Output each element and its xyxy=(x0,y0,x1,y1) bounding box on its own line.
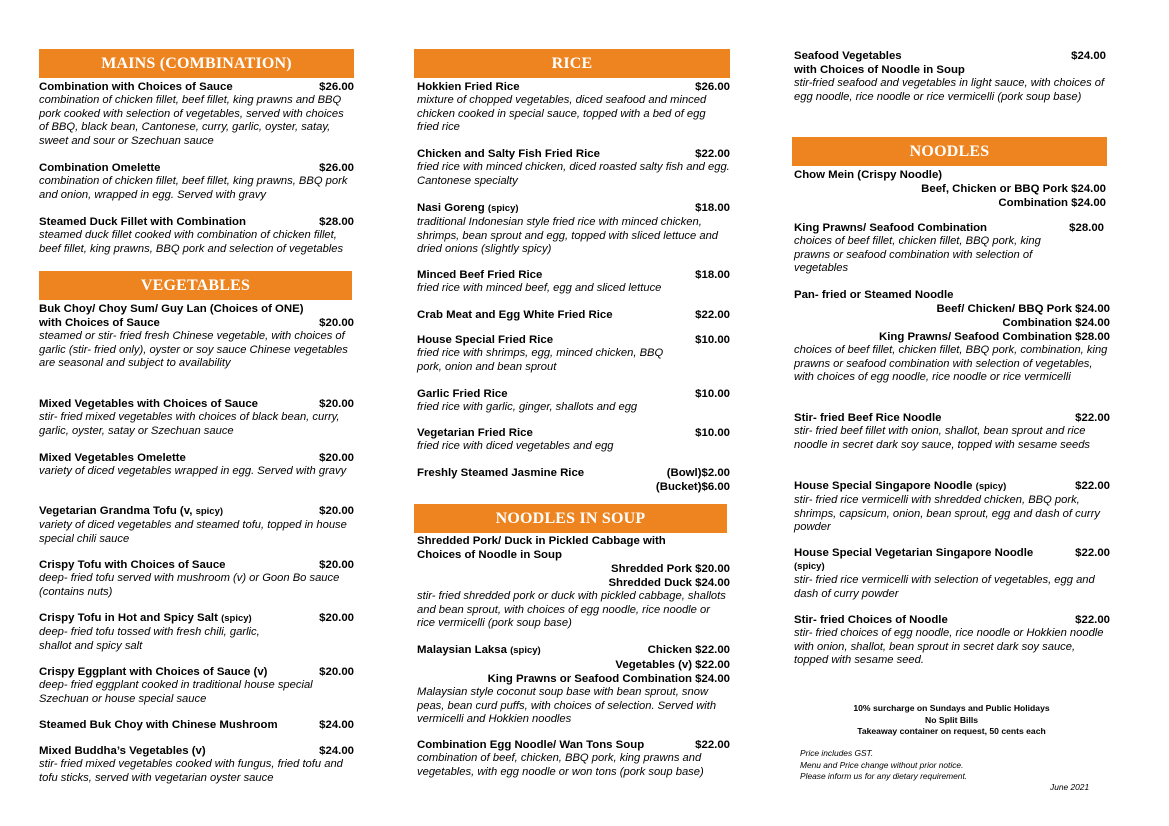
item-option-price: Beef/ Chicken/ BBQ Pork $24.00 xyxy=(936,303,1110,315)
menu-item xyxy=(794,411,1110,452)
item-description: deep- fried eggplant cooked in traditional house special Szechuan or house special sauce xyxy=(39,679,313,705)
item-price: $22.00 xyxy=(695,309,730,321)
menu-item xyxy=(417,80,730,135)
item-description: combination of beef, chicken, BBQ pork, king prawns and vegetables, with egg noodle or won tons (pork soup base) xyxy=(417,752,704,778)
item-name: Steamed Buk Choy with Chinese Mushroom xyxy=(39,719,278,731)
item-description: fried rice with minced chicken, diced roasted salty fish and egg. Cantonese specialty xyxy=(417,161,730,187)
item-name: Crispy Eggplant with Choices of Sauce (v) xyxy=(39,666,268,678)
item-price: $24.00 xyxy=(1071,50,1106,62)
section-header-noodles: NOODLES xyxy=(792,137,1107,166)
item-option-price: Shredded Pork $20.00 xyxy=(610,563,730,575)
note-line: 10% surcharge on Sundays and Public Holidays xyxy=(853,703,1050,713)
item-description: stir- fried mixed vegetables with choices of black bean, curry, garlic, oyster, satay or Szechuan sauce xyxy=(39,411,340,437)
item-name: House Special Fried Rice xyxy=(417,334,554,346)
item-option-price: King Prawns or Seafood Combination $24.00 xyxy=(487,673,730,685)
item-description: fried rice with minced beef, egg and sliced lettuce xyxy=(417,282,662,294)
item-description: Malaysian style coconut soup base with bean sprout, snow peas, bean curd puffs, with choices of selection. Served with vermicelli and Hokkien noodles xyxy=(417,686,717,726)
fine-line: Price includes GST. xyxy=(800,748,874,758)
item-name: Combination Egg Noodle/ Wan Tons Soup xyxy=(417,739,645,751)
item-description: variety of diced vegetables and steamed tofu, topped in house special chili sauce xyxy=(39,519,347,545)
menu-item xyxy=(39,451,354,479)
menu-item xyxy=(39,558,354,599)
item-option-price: King Prawns/ Seafood Combination $28.00 xyxy=(878,331,1110,343)
menu-item xyxy=(417,308,730,322)
item-price: $20.00 xyxy=(319,452,354,464)
item-name: Seafood Vegetables xyxy=(794,50,902,62)
item-name: Pan- fried or Steamed Noodle xyxy=(794,289,954,301)
fine-print xyxy=(800,748,967,783)
spicy-tag: (spicy) xyxy=(221,613,252,624)
item-price: $10.00 xyxy=(695,388,730,400)
item-description: stir- fried rice vermicelli with shredded chicken, BBQ pork, shrimps, capsicum, onion, bean sprout, egg and dash of curry powder xyxy=(794,494,1100,534)
item-name: Chow Mein (Crispy Noodle) xyxy=(794,169,943,181)
item-price: $20.00 xyxy=(319,559,354,571)
item-description: fried rice with shrimps, egg, minced chicken, BBQ pork, onion and bean sprout xyxy=(417,347,664,373)
item-price-bucket: (Bucket)$6.00 xyxy=(655,481,730,493)
item-description: steamed or stir- fried fresh Chinese vegetable, with choices of garlic (stir- fried only), oyster or soy sauce Chinese vegetables are seasonal and subject to availability xyxy=(39,330,348,370)
menu-item xyxy=(39,302,354,371)
menu-item xyxy=(39,215,354,256)
item-price: $22.00 xyxy=(695,148,730,160)
item-name: Combination Omelette xyxy=(39,162,161,174)
item-price: $22.00 xyxy=(1075,547,1110,559)
item-description: mixture of chopped vegetables, diced seafood and minced chicken cooked in special sauce, topped with a bed of egg fried rice xyxy=(417,94,707,134)
item-description: variety of diced vegetables wrapped in egg. Served with gravy xyxy=(39,465,347,477)
spicy-tag: (spicy) xyxy=(487,203,519,214)
item-name: Crispy Tofu with Choices of Sauce xyxy=(39,559,226,571)
item-description: traditional Indonesian style fried rice with minced chicken, shrimps, bean sprout and egg, topped with sliced lettuce and dried onions (slightly spicy) xyxy=(417,216,719,256)
menu-item xyxy=(417,147,730,188)
item-price: $10.00 xyxy=(695,334,730,346)
menu-item xyxy=(794,546,1110,601)
item-option-price: Beef, Chicken or BBQ Pork $24.00 xyxy=(921,183,1106,195)
item-description: combination of chicken fillet, beef fillet, king prawns and BBQ pork cooked with selection of vegetables, served with choices of BBQ, black bean, Cantonese, curry, garlic, oyster, satay, sweet and sour or Szechuan sauce xyxy=(39,94,344,147)
item-description: fried rice with diced vegetables and egg xyxy=(417,440,614,452)
item-name: King Prawns/ Seafood Combination xyxy=(794,222,988,234)
item-name-line2: Choices of Noodle in Soup xyxy=(417,549,562,561)
item-price: $24.00 xyxy=(319,719,354,731)
item-name: Freshly Steamed Jasmine Rice xyxy=(417,467,585,479)
item-option-price: Combination $24.00 xyxy=(998,197,1106,209)
spicy-tag: (spicy) xyxy=(975,481,1007,492)
menu-item xyxy=(417,738,730,779)
item-name: Vegetarian Fried Rice xyxy=(417,427,533,439)
menu-item xyxy=(39,718,354,732)
item-name: Mixed Vegetables Omelette xyxy=(39,452,186,464)
item-price: (Bowl)$2.00 xyxy=(666,467,730,479)
menu-item xyxy=(39,397,354,438)
item-description: deep- fried tofu tossed with fresh chili, garlic, shallot and spicy salt xyxy=(39,626,260,652)
item-price: $22.00 xyxy=(1075,480,1110,492)
menu-item xyxy=(794,288,1110,385)
spicy-tag: spicy) xyxy=(195,506,224,517)
fine-line: Please inform us for any dietary requirement. xyxy=(800,771,968,781)
item-name-line2: with Choices of Sauce xyxy=(39,317,160,329)
menu-item xyxy=(417,534,730,631)
item-description: stir- fried beef fillet with onion, shallot, bean sprout and rice noodle in secret dark soy sauce, topped with sesame seeds xyxy=(794,425,1091,451)
item-price: $26.00 xyxy=(319,81,354,93)
menu-item xyxy=(417,643,730,727)
item-name: Combination with Choices of Sauce xyxy=(39,81,233,93)
item-description: stir-fried seafood and vegetables in light sauce, with choices of egg noodle, rice noodle or rice vermicelli (pork soup base) xyxy=(794,77,1105,103)
note-line: Takeaway container on request, 50 cents each xyxy=(857,726,1046,736)
section-header-rice: RICE xyxy=(414,49,730,78)
item-price: $26.00 xyxy=(319,162,354,174)
item-description: stir- fried choices of egg noodle, rice noodle or Hokkien noodle with onion, shallot, bean sprout in secret dark soy sauce, topped with sesame seed. xyxy=(794,627,1104,667)
item-price: $20.00 xyxy=(319,398,354,410)
menu-item xyxy=(39,611,354,653)
section-header-noodles-in-soup: NOODLES IN SOUP xyxy=(414,504,727,533)
item-name: Buk Choy/ Choy Sum/ Guy Lan (Choices of ONE) xyxy=(39,303,304,315)
item-price: $28.00 xyxy=(319,216,354,228)
item-name: House Special Singapore Noodle xyxy=(794,480,973,492)
menu-item xyxy=(39,161,354,202)
menu-item xyxy=(794,168,1106,210)
item-price: $18.00 xyxy=(695,202,730,214)
item-name: House Special Vegetarian Singapore Noodle xyxy=(794,547,1034,559)
item-name: Minced Beef Fried Rice xyxy=(417,269,543,281)
item-option-price: Combination $24.00 xyxy=(1002,317,1110,329)
item-name: Stir- fried Beef Rice Noodle xyxy=(794,412,942,424)
menu-item xyxy=(794,221,1104,276)
item-description: steamed duck fillet cooked with combination of chicken fillet, beef fillet, king prawns, BBQ pork and selection of vegetables xyxy=(39,229,344,255)
surcharge-notes xyxy=(794,703,1109,738)
menu-item xyxy=(417,333,730,374)
note-line: No Split Bills xyxy=(925,714,978,725)
item-description: combination of chicken fillet, beef fillet, king prawns, BBQ pork and onion, wrapped in egg. Served with gravy xyxy=(39,175,348,201)
item-price: $18.00 xyxy=(695,269,730,281)
item-price: $22.00 xyxy=(695,739,730,751)
item-name: Garlic Fried Rice xyxy=(417,388,508,400)
item-name: Stir- fried Choices of Noodle xyxy=(794,614,948,626)
item-price: Chicken $22.00 xyxy=(647,644,730,656)
menu-item xyxy=(39,744,354,785)
item-price: $26.00 xyxy=(695,81,730,93)
item-name: Crab Meat and Egg White Fried Rice xyxy=(417,309,613,321)
menu-item xyxy=(417,426,730,454)
item-price: $10.00 xyxy=(695,427,730,439)
menu-item xyxy=(417,466,730,494)
menu-item xyxy=(417,387,730,415)
item-name: Hokkien Fried Rice xyxy=(417,81,520,93)
item-name: Nasi Goreng xyxy=(417,202,485,214)
menu-item xyxy=(39,665,354,706)
item-description: choices of beef fillet, chicken fillet, BBQ pork, king prawns or seafood combination with selection of vegetables xyxy=(794,235,1041,275)
item-price: $22.00 xyxy=(1075,614,1110,626)
menu-item xyxy=(794,479,1110,535)
menu-item xyxy=(417,201,730,257)
item-price: $20.00 xyxy=(319,505,354,517)
item-name: Shredded Pork/ Duck in Pickled Cabbage with xyxy=(417,535,666,547)
item-name-line2: with Choices of Noodle in Soup xyxy=(794,64,965,76)
item-option-price: Shredded Duck $24.00 xyxy=(608,577,730,589)
item-description: stir- fried mixed vegetables cooked with fungus, fried tofu and tofu sticks, served with vegetarian oyster sauce xyxy=(39,758,343,784)
spicy-tag: (spicy) xyxy=(794,561,825,572)
item-description: deep- fried tofu served with mushroom (v) or Goon Bo sauce (contains nuts) xyxy=(39,572,340,598)
item-name: Mixed Vegetables with Choices of Sauce xyxy=(39,398,259,410)
item-price: $20.00 xyxy=(319,612,354,624)
menu-item xyxy=(794,613,1110,668)
section-header-mains: MAINS (COMBINATION) xyxy=(39,49,354,78)
item-price: $22.00 xyxy=(1075,412,1110,424)
item-description: fried rice with garlic, ginger, shallots and egg xyxy=(417,401,638,413)
item-description: choices of beef fillet, chicken fillet, BBQ pork, combination, king prawns or seafood combination with selection of vegetables, with choices of egg noodle, rice noodle or rice vermicelli xyxy=(794,344,1108,384)
item-name: Malaysian Laksa xyxy=(417,644,507,656)
menu-item xyxy=(794,49,1106,104)
item-name: Mixed Buddha’s Vegetables (v) xyxy=(39,745,206,757)
item-price: $28.00 xyxy=(1069,222,1104,234)
section-header-vegetables: VEGETABLES xyxy=(39,271,352,300)
item-name: Crispy Tofu in Hot and Spicy Salt xyxy=(39,612,218,624)
menu-date: June 2021 xyxy=(1050,782,1090,792)
item-price: $20.00 xyxy=(319,317,354,329)
menu-item xyxy=(39,80,354,148)
item-name: Vegetarian Grandma Tofu (v, xyxy=(39,505,193,517)
fine-line: Menu and Price change without prior notice. xyxy=(800,759,964,770)
item-name: Chicken and Salty Fish Fried Rice xyxy=(417,148,600,160)
item-description: stir- fried shredded pork or duck with pickled cabbage, shallots and bean sprout, with choices of egg noodle, rice noodle or rice vermicelli (pork soup base) xyxy=(417,590,726,630)
menu-item xyxy=(417,268,730,296)
item-option-price: Vegetables (v) $22.00 xyxy=(615,659,730,671)
item-price: $20.00 xyxy=(319,666,354,678)
spicy-tag: (spicy) xyxy=(510,645,541,656)
item-description: stir- fried rice vermicelli with selection of vegetables, egg and dash of curry powder xyxy=(794,574,1095,600)
item-name: Steamed Duck Fillet with Combination xyxy=(39,216,246,228)
item-price: $24.00 xyxy=(319,745,354,757)
menu-item xyxy=(39,504,354,546)
